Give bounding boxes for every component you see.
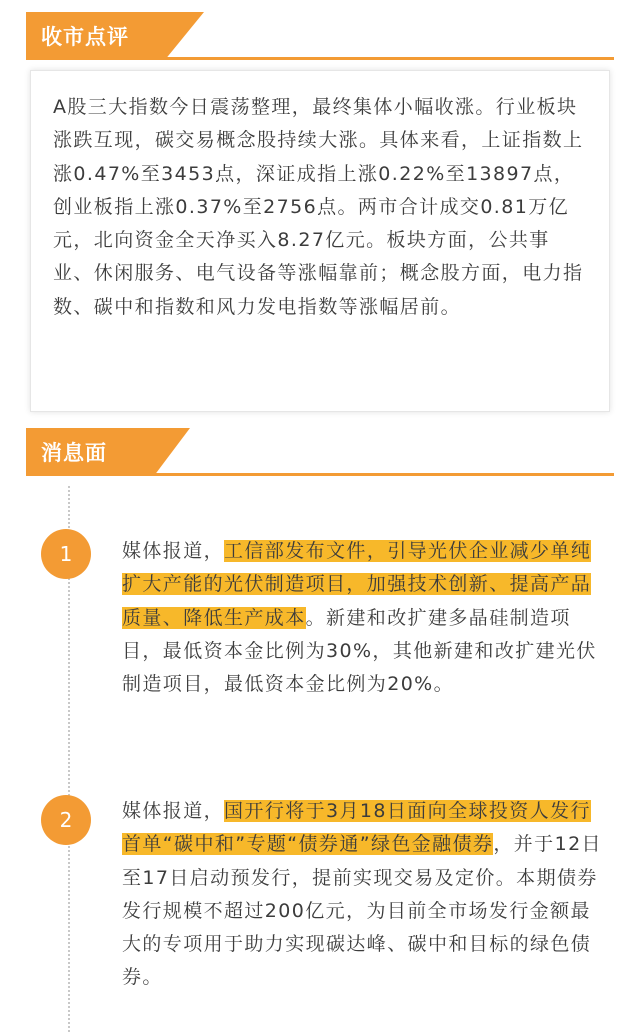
news-text xyxy=(122,795,608,995)
market-summary-text: A股三大指数今日震荡整理，最终集体小幅收涨。行业板块涨跌互现，碳交易概念股持续大涨。具体来看，上证指数上涨0.47%至3453点，深证成指上涨0.22%至13897点，创业板指上涨0.37%至2756点。两市合计成交0.81万亿元，北向资金全天净买入8.27亿元。板块方面，公共事业、休闲服务、电气设备等涨幅靠前；概念股方面，电力指数、碳中和指数和风力发电指数等涨幅居前。 xyxy=(53,96,584,318)
section-header-closing-review xyxy=(26,12,614,60)
news-prefix: 媒体报道， xyxy=(122,540,225,562)
section-title: 消息面 xyxy=(41,441,107,465)
news-rest: ，并于12日至17日启动预发行，提前实现交易及定价。本期债券发行规模不超过200亿元，为目前全市场发行金额最大的专项用于助力实现碳达峰、碳中和目标的绿色债券。 xyxy=(122,833,602,989)
news-rest: 。新建和改扩建多晶硅制造项目，最低资本金比例为30%，其他新建和改扩建光伏制造项目，最低资本金比例为20%。 xyxy=(122,606,597,696)
news-prefix: 媒体报道， xyxy=(122,800,225,822)
news-highlight: 工信部发布文件，引导光伏企业减少单纯扩大产能的光伏制造项目，加强技术创新、提高产品质量、降低生产成本 xyxy=(122,540,592,629)
section-header-news xyxy=(26,428,614,476)
news-number-badge: 1 xyxy=(41,529,91,579)
news-number-badge: 2 xyxy=(41,795,91,845)
section-title: 收市点评 xyxy=(41,25,129,49)
news-text xyxy=(122,535,608,701)
news-highlight: 国开行将于3月18日面向全球投资人发行首单“碳中和”专题“债券通”绿色金融债券 xyxy=(122,800,591,856)
market-summary-card xyxy=(30,70,610,412)
